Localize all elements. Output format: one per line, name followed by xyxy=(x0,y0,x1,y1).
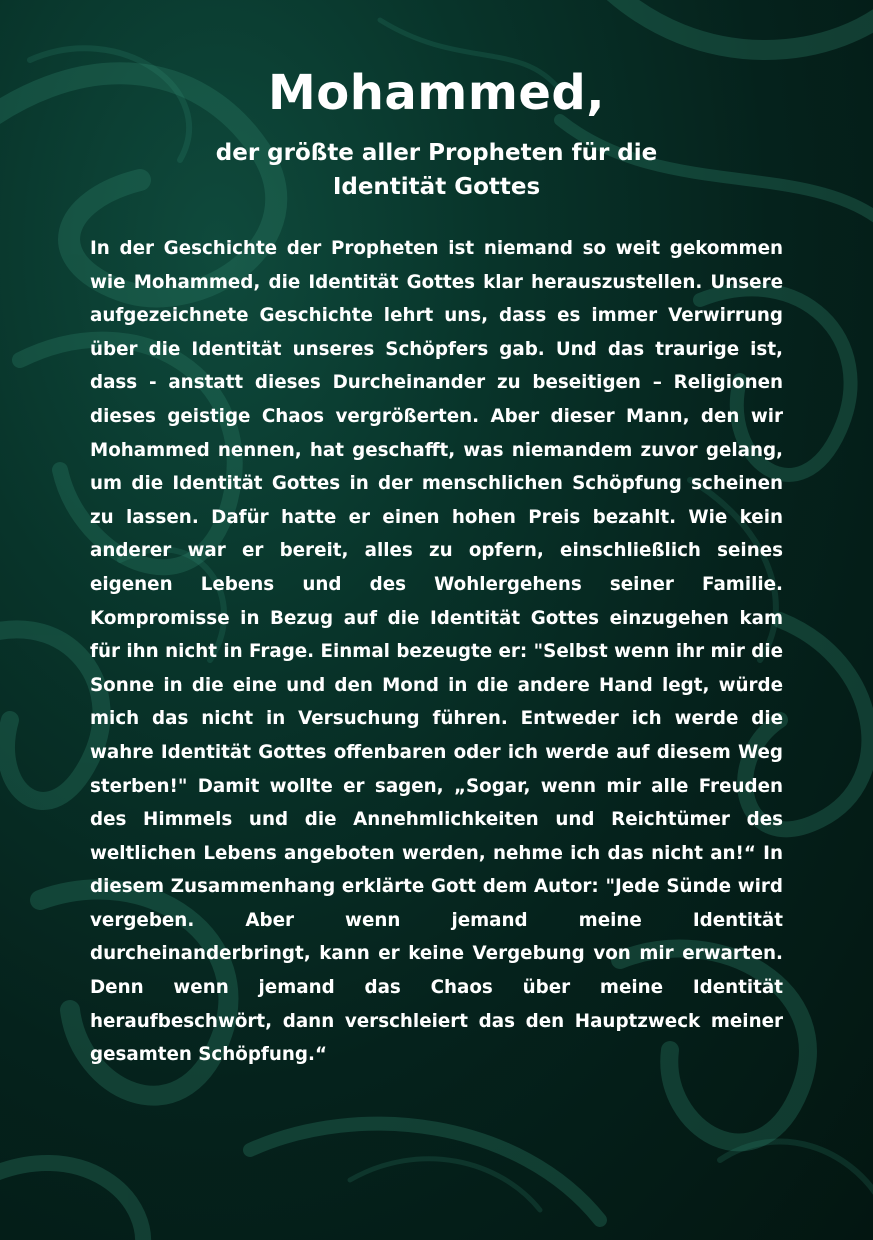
page-title: Mohammed, xyxy=(268,65,605,121)
article xyxy=(90,60,783,1072)
page-subtitle: der größte aller Propheten für die Identität Gottes xyxy=(215,140,658,200)
body-paragraph: In der Geschichte der Propheten ist niemand so weit gekommen wie Mohammed, die Identität Gottes klar herauszustellen. Unsere aufgezeichnete Geschichte lehrt uns, dass es immer Verwirrung über die Identität unseres Schöpfers gab. Und das traurige ist, dass - anstatt dieses Durcheinander zu beseitigen – Religionen dieses geistige Chaos vergrößerten. Aber dieser Mann, den wir Mohammed nennen, hat geschafft, was niemandem zuvor gelang, um die Identität Gottes in der menschlichen Schöpfung scheinen zu lassen. Dafür hatte er einen hohen Preis bezahlt. Wie kein anderer war er bereit, alles zu opfern, einschließlich seines eigenen Lebens und des Wohlergehens seiner Familie. Kompromisse in Bezug auf die Identität Gottes einzugehen kam für ihn nicht in Frage. Einmal bezeugte er: "Selbst wenn ihr mir die Sonne in die eine und den Mond in die andere Hand legt, würde mich das nicht in Versuchung führen. Entweder ich werde die wahre Identität Gottes offenbaren oder ich werde auf diesem Weg sterben!" Damit wollte er sagen, „Sogar, wenn mir alle Freuden des Himmels und die Annehmlichkeiten und Reichtümer des weltlichen Lebens angeboten werden, nehme ich das nicht an!“ In diesem Zusammenhang erklärte Gott dem Autor: "Jede Sünde wird vergeben. Aber wenn jemand meine Identität durcheinanderbringt, kann er keine Vergebung von mir erwarten. Denn wenn jemand das Chaos über meine Identität heraufbeschwört, dann verschleiert das den Hauptzweck meiner gesamten Schöpfung.“ xyxy=(90,238,783,1066)
